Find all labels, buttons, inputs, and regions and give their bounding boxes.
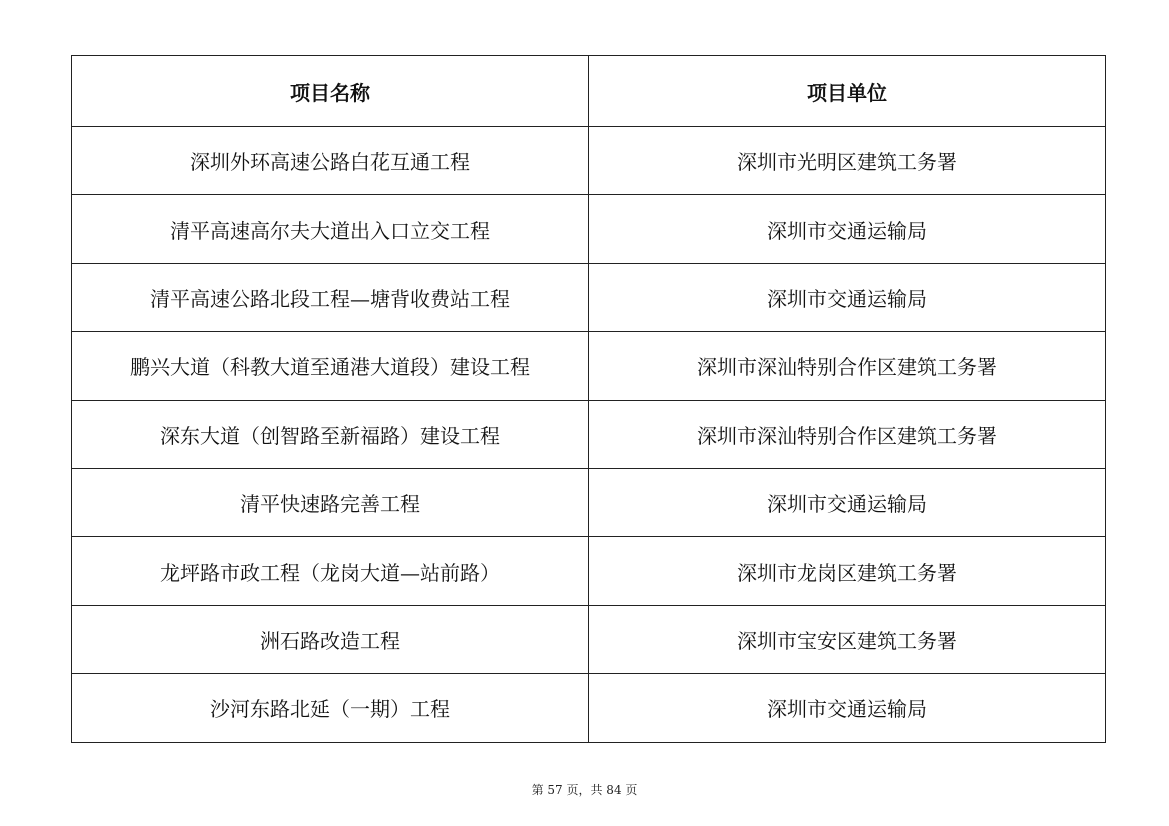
project-name-cell: 沙河东路北延（一期）工程 (72, 674, 589, 742)
project-name-cell: 清平快速路完善工程 (72, 468, 589, 536)
projects-table (71, 55, 1106, 743)
project-name-cell: 清平高速公路北段工程—塘背收费站工程 (72, 263, 589, 331)
table-row (72, 468, 1106, 536)
table-row (72, 400, 1106, 468)
table-row (72, 674, 1106, 742)
project-unit-cell: 深圳市交通运输局 (589, 263, 1106, 331)
header-project-name: 项目名称 (72, 56, 589, 127)
project-unit-cell: 深圳市交通运输局 (589, 468, 1106, 536)
project-unit-cell: 深圳市交通运输局 (589, 195, 1106, 263)
table-row (72, 127, 1106, 195)
project-unit-cell: 深圳市宝安区建筑工务署 (589, 605, 1106, 673)
project-name-cell: 深东大道（创智路至新福路）建设工程 (72, 400, 589, 468)
project-name-cell: 龙坪路市政工程（龙岗大道—站前路） (72, 537, 589, 605)
table-row (72, 605, 1106, 673)
project-unit-cell: 深圳市交通运输局 (589, 674, 1106, 742)
project-name-cell: 洲石路改造工程 (72, 605, 589, 673)
page-number: 第 57 页，共 84 页 (531, 783, 638, 797)
table-row (72, 263, 1106, 331)
project-name-cell: 深圳外环高速公路白花互通工程 (72, 127, 589, 195)
project-unit-cell: 深圳市深汕特别合作区建筑工务署 (589, 332, 1106, 400)
table-header-row (72, 56, 1106, 127)
table-row (72, 195, 1106, 263)
project-unit-cell: 深圳市深汕特别合作区建筑工务署 (589, 400, 1106, 468)
project-name-cell: 鹏兴大道（科教大道至通港大道段）建设工程 (72, 332, 589, 400)
header-project-unit: 项目单位 (589, 56, 1106, 127)
project-unit-cell: 深圳市光明区建筑工务署 (589, 127, 1106, 195)
project-name-cell: 清平高速高尔夫大道出入口立交工程 (72, 195, 589, 263)
table-row (72, 332, 1106, 400)
table-row (72, 537, 1106, 605)
project-unit-cell: 深圳市龙岗区建筑工务署 (589, 537, 1106, 605)
